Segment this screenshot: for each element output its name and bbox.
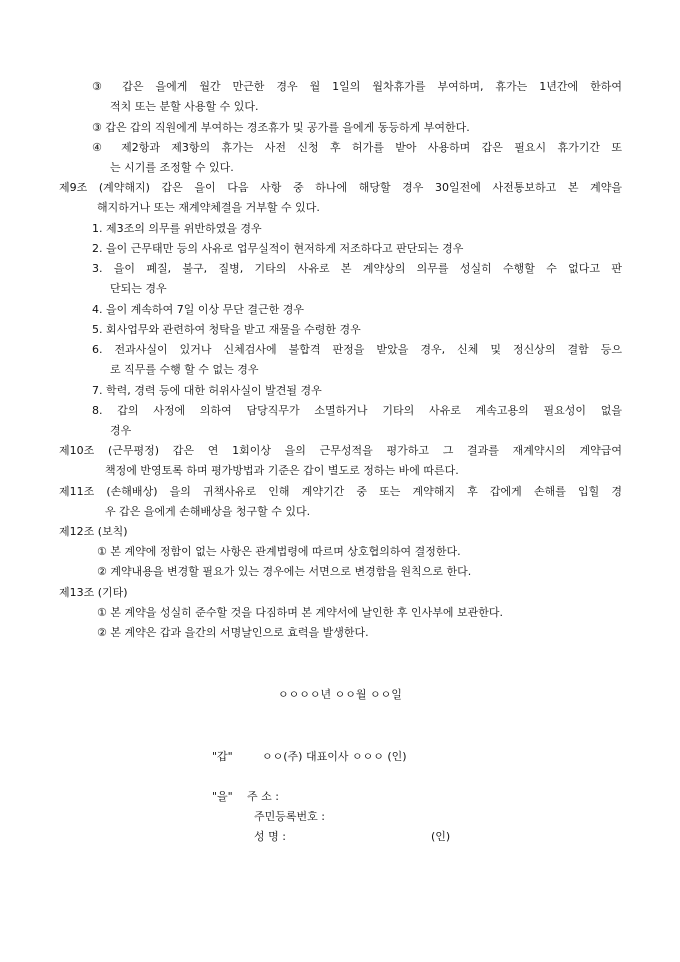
article13-item2: ② 본 계약은 갑과 을간의 서명날인으로 효력을 발생한다. [97, 626, 369, 639]
party-b-label: "을" [212, 790, 233, 803]
party-a-label: "갑" [212, 750, 233, 763]
party-b-seal: (인) [431, 830, 451, 843]
article9-item6-line1: 6. 전과사실이 있거나 신체검사에 불합격 판정을 받았을 경우, 신체 및 정신상의 결함 등으 [92, 343, 622, 356]
article9-item7: 7. 학력, 경력 등에 대한 허위사실이 발견될 경우 [92, 384, 322, 397]
article9-heading-line2: 해지하거나 또는 재계약체결을 거부할 수 있다. [97, 201, 320, 214]
article9-item3-line1: 3. 을이 폐질, 불구, 질병, 기타의 사유로 본 계약상의 의무를 성실히 수행할 수 없다고 판 [92, 262, 622, 275]
article8-item4: ③ 갑은 갑의 직원에게 부여하는 경조휴가 및 공가를 을에게 동등하게 부여한다. [92, 121, 470, 134]
party-b-rrn-label: 주민등록번호 : [254, 810, 325, 823]
article8-item5-line2: 는 시기를 조정할 수 있다. [110, 161, 234, 174]
party-a-value: ㅇㅇ(주) 대표이사 ㅇㅇㅇ (인) [262, 750, 407, 763]
article9-item4: 4. 을이 계속하여 7일 이상 무단 결근한 경우 [92, 303, 304, 316]
article9-item8-line2: 경우 [110, 424, 132, 437]
article8-item3-line2: 적치 또는 분할 사용할 수 있다. [110, 100, 259, 113]
article8-item3-line1: ③ 갑은 을에게 월간 만근한 경우 월 1일의 월차휴가를 부여하며, 휴가는 1년간에 한하여 [92, 80, 622, 93]
contract-date: ㅇㅇㅇㅇ년 ㅇㅇ월 ㅇㅇ일 [278, 688, 402, 701]
article13-heading: 제13조 (기타) [59, 586, 128, 599]
article11-line1: 제11조 (손해배상) 을의 귀책사유로 인해 계약기간 중 또는 계약해지 후 갑에게 손해를 입힐 경 [59, 485, 622, 498]
article9-heading-line1: 제9조 (계약해지) 갑은 을이 다음 사항 중 하나에 해당할 경우 30일전에 사전통보하고 본 계약을 [59, 181, 622, 194]
article9-item6-line2: 로 직무를 수행 할 수 없는 경우 [110, 363, 259, 376]
article9-item5: 5. 회사업무와 관련하여 청탁을 받고 재물을 수령한 경우 [92, 323, 361, 336]
article9-item1: 1. 제3조의 의무를 위반하였을 경우 [92, 222, 262, 235]
party-b-address-label: 주 소 : [247, 790, 279, 803]
article9-item8-line1: 8. 갑의 사정에 의하여 담당직무가 소멸하거나 기타의 사유로 계속고용의 필요성이 없을 [92, 404, 622, 417]
article8-item5-line1: ④ 제2항과 제3항의 휴가는 사전 신청 후 허가를 받아 사용하며 갑은 필요시 휴가기간 또 [92, 141, 622, 154]
article9-item2: 2. 을이 근무태만 등의 사유로 업무실적이 현저하게 저조하다고 판단되는 경우 [92, 242, 464, 255]
article13-item1: ① 본 계약을 성실히 준수할 것을 다짐하며 본 계약서에 날인한 후 인사부에 보관한다. [97, 606, 503, 619]
article10-line1: 제10조 (근무평정) 갑은 연 1회이상 을의 근무성적을 평가하고 그 결과를 재계약시의 계약급여 [59, 444, 622, 457]
article12-heading: 제12조 (보칙) [59, 525, 128, 538]
article11-line2: 우 갑은 을에게 손해배상을 청구할 수 있다. [105, 505, 311, 518]
article12-item2: ② 계약내용을 변경할 필요가 있는 경우에는 서면으로 변경함을 원칙으로 한다. [97, 565, 472, 578]
party-b-name-label: 성 명 : [254, 830, 286, 843]
article10-line2: 책정에 반영토록 하며 평가방법과 기준은 갑이 별도로 정하는 바에 따른다. [105, 464, 459, 477]
article12-item1: ① 본 계약에 정함이 없는 사항은 관계법령에 따르며 상호협의하여 결정한다. [97, 545, 461, 558]
article9-item3-line2: 단되는 경우 [110, 282, 167, 295]
